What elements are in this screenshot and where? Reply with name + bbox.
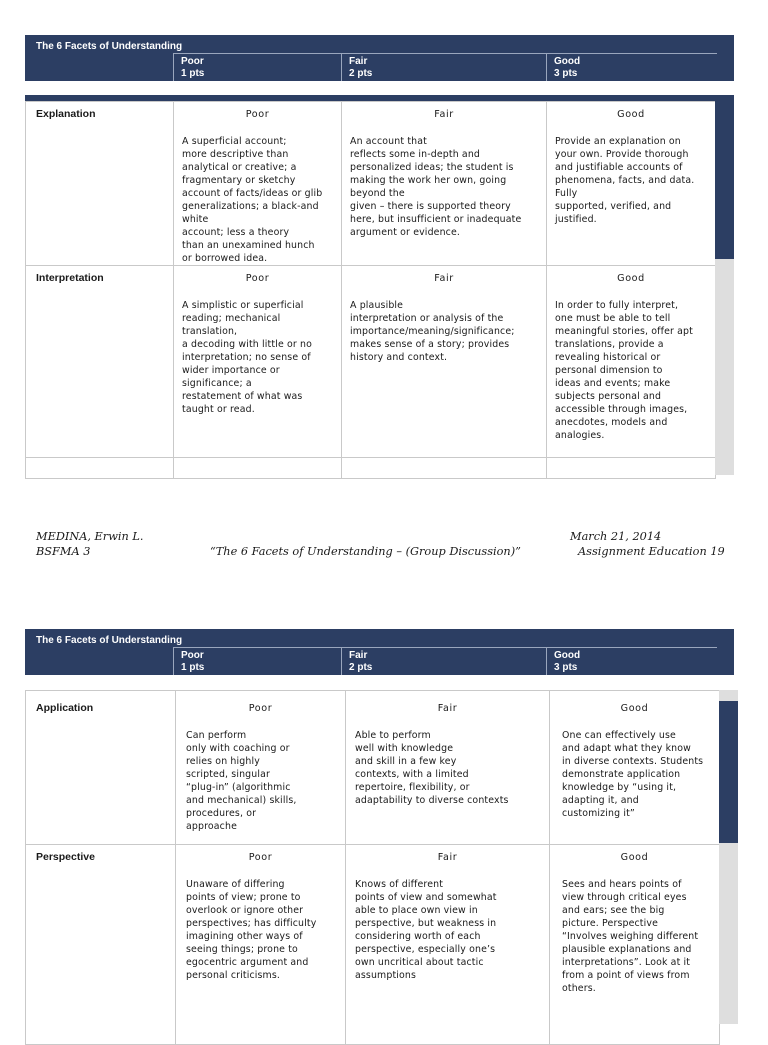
cell-good: Good In order to fully interpret, one must be able to tell meaningful stories, offer apt translations, provide a revealing historical or personal dimension to ideas and events; make subjects personal and accessible through images, anecdotes, models and analogies. [547, 266, 716, 458]
student-name: MEDINA, Erwin L. [36, 530, 144, 543]
col-points: 1 pts [181, 68, 205, 79]
empty-cell [342, 458, 547, 479]
cell-fair: Fair An account that reflects some in-depth and personalized ideas; the student is making the work her own, going beyond the given – there is supported theory here, but insufficient or inadequate argument or evidence. [342, 102, 547, 266]
empty-cell [26, 458, 174, 479]
table-row [26, 102, 716, 266]
col-level: Fair [349, 650, 368, 661]
scrollbar-track[interactable] [715, 101, 734, 475]
col-points: 2 pts [349, 68, 373, 79]
scrollbar-thumb[interactable] [719, 701, 738, 843]
rubric-header-1 [25, 35, 734, 81]
col-points: 3 pts [554, 68, 578, 79]
col-header-poor [173, 647, 342, 675]
col-points: 1 pts [181, 662, 205, 673]
rubric-header-2 [25, 629, 734, 675]
document-title: “The 6 Facets of Understanding – (Group Discussion)” [210, 545, 521, 558]
table-row [26, 266, 716, 458]
course: BSFMA 3 [36, 545, 91, 558]
cell-poor: Poor Unaware of differing points of view; prone to overlook or ignore other perspectives; has difficulty imagining other ways of seeing things; prone to egocentric argument and personal criticisms. [176, 845, 346, 1045]
date: March 21, 2014 [570, 530, 662, 543]
row-label-perspective: Perspective [26, 845, 176, 1045]
cell-good: Good Sees and hears points of view through critical eyes and ears; see the big picture. Perspective “Involves weighing different plausible explanations and interpretations”. Look at it from a point of views from others. [550, 845, 720, 1045]
col-header-fair [341, 647, 547, 675]
row-label-application: Application [26, 691, 176, 845]
scrollbar-thumb[interactable] [715, 101, 734, 259]
rubric-table-2 [25, 690, 720, 1045]
col-level: Good [554, 56, 581, 67]
cell-fair: Fair Knows of different points of view and somewhat able to place own view in perspective, but weakness in considering worth of each perspective, especially one’s own uncritical about tactic assumptions [346, 845, 550, 1045]
col-header-fair [341, 53, 547, 81]
rubric-table-1 [25, 101, 716, 479]
scrollbar-track[interactable] [719, 690, 738, 1024]
table-row [26, 691, 720, 845]
col-points: 3 pts [554, 662, 578, 673]
table-row [26, 458, 716, 479]
cell-fair: Fair A plausible interpretation or analysis of the importance/meaning/significance; makes sense of a story; provides history and context. [342, 266, 547, 458]
col-level: Poor [181, 650, 204, 661]
table-row [26, 845, 720, 1045]
cell-fair: Fair Able to perform well with knowledge and skill in a few key contexts, with a limited repertoire, flexibility, or adaptability to diverse contexts [346, 691, 550, 845]
row-label-interpretation: Interpretation [26, 266, 174, 458]
col-points: 2 pts [349, 662, 373, 673]
assignment: Assignment Education 19 [578, 545, 725, 558]
col-level: Poor [181, 56, 204, 67]
rubric-title: The 6 Facets of Understanding [36, 41, 183, 52]
cell-good: Good One can effectively use and adapt what they know in diverse contexts. Students demonstrate application knowledge by “using it, adapting it, and customizing it” [550, 691, 720, 845]
row-label-explanation: Explanation [26, 102, 174, 266]
cell-poor: Poor Can perform only with coaching or relies on highly scripted, singular “plug-in” (algorithmic and mechanical) skills, procedures, or approache [176, 691, 346, 845]
col-header-poor [173, 53, 342, 81]
col-header-good [546, 647, 717, 675]
cell-poor: Poor A superficial account; more descriptive than analytical or creative; a fragmentary or sketchy account of facts/ideas or glib generalizations; a black-and white account; less a theory than an unexamined hunch or borrowed idea. [174, 102, 342, 266]
empty-cell [174, 458, 342, 479]
col-level: Good [554, 650, 581, 661]
rubric-title: The 6 Facets of Understanding [36, 635, 183, 646]
cell-poor: Poor A simplistic or superficial reading; mechanical translation, a decoding with little or no interpretation; no sense of wider importance or significance; a restatement of what was taught or read. [174, 266, 342, 458]
col-header-good [546, 53, 717, 81]
empty-cell [547, 458, 716, 479]
cell-good: Good Provide an explanation on your own. Provide thorough and justifiable accounts of phenomena, facts, and data. Fully supported, verified, and justified. [547, 102, 716, 266]
col-level: Fair [349, 56, 368, 67]
